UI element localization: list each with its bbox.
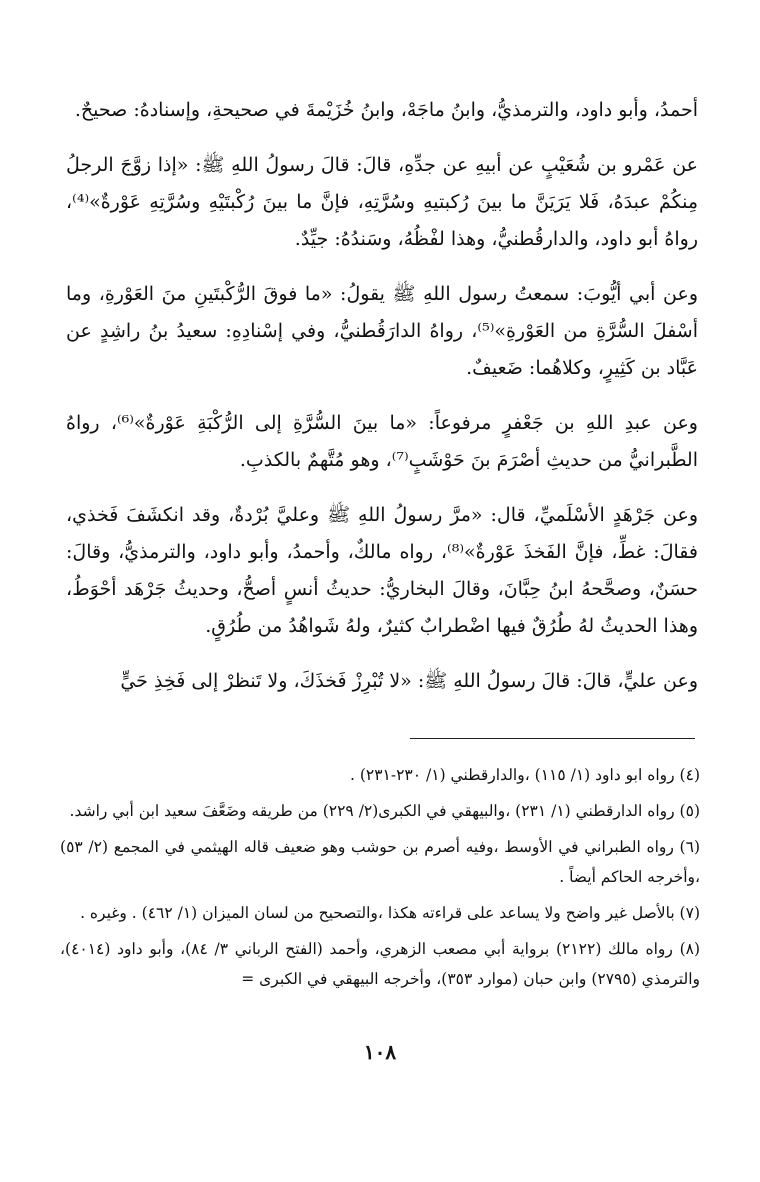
paragraph-4: وعن عبدِ اللهِ بن جَعْفرٍ مرفوعاً: «ما بينَ السُّرَّةِ إلى الرُّكْبَةِ عَوْرةٌ»⁽⁶⁾، رواهُ الطَّبرانيُّ من حديثِ أصْرَمَ بنَ حَوْشَبٍ⁽⁷⁾، وهو مُتَّهمٌ بالكذبِ. <box>66 412 698 471</box>
footnote-6: (٦) رواه الطبراني في الأوسط ،وفيه أصرم بن حوشب وهو ضعيف قاله الهيثمي في المجمع (٢/ ٥٣) ،وأخرجه الحاكم أيضاً . <box>60 838 700 886</box>
paragraph-2: عن عَمْرو بن شُعَيْبٍ عن أبيهِ عن جدِّهِ، قالَ: قالَ رسولُ اللهِ ﷺ: «إذا زوَّجَ الرجلُ مِنكُمْ عبدَهُ، فَلا يَرَيَنَّ ما بينَ رُكبتيهِ وسُرَّتِهِ، فإنَّ ما بينَ رُكْبتَيْهِ وسُرَّتِهِ عَوْرةٌ»⁽⁴⁾، رواهُ أبو داود، والدارقُطنيُّ، وهذا لفْظُهُ، وسَندُهُ: جيِّدٌ. <box>66 154 698 250</box>
footnote-8: (٨) رواه مالك (٢١٢٢) برواية أبي مصعب الزهري، وأحمد (الفتح الرباني ٣/ ٨٤)، وأبو داود (٤٠١٤)، والترمذي (٢٧٩٥) وابن حبان (موارد ٣٥٣)، وأخرجه البيهقي في الكبرى = <box>60 940 701 988</box>
footnote-5: (٥) رواه الدارقطني (١/ ٢٣١) ،والبيهقي في الكبرى(٢/ ٢٢٩) من طريقه وضَعَّفَ سعيد ابن أبي راشد. <box>69 802 700 820</box>
footnote-4: (٤) رواه ابو داود (١/ ١١٥) ،والدارقطني (١/ ٢٣٠-٢٣١) . <box>349 766 700 784</box>
main-text <box>66 92 698 718</box>
footnote-7: (٧) بالأصل غير واضح ولا يساعد على قراءته هكذا ،والتصحيح من لسان الميزان (١/ ٤٦٢) . وغيره . <box>80 904 700 922</box>
paragraph-6: وعن عليٍّ، قالَ: قالَ رسولُ اللهِ ﷺ: «لا تُبْرِزْ فَخذَكَ، ولا تَنظرْ إلى فَخِذِ حَيٍّ <box>120 670 698 692</box>
paragraph-1: أحمدُ، وأبو داود، والترمذيُّ، وابنُ ماجَهْ، وابنُ خُزَيْمةَ في صحيحةِ، وإسنادهُ: صحيحٌ. <box>74 99 698 121</box>
paragraph-3: وعن أبي أيُّوبَ: سمعتُ رسول اللهِ ﷺ يقولُ: «ما فوقَ الرُّكْبتَينِ منَ العَوْرةِ، وما أسْفلَ السُّرَّةِ من العَوْرةِ»⁽⁵⁾، رواهُ الدارَقُطنيُّ، وفي إسْنادِهِ: سعيدُ بنُ راشِدٍ عن عَبَّاد بن كَثِيرٍ، وكلاهُما: ضَعيفٌ. <box>66 283 699 379</box>
paragraph-5: وعن جَرْهَدٍ الأسْلَميِّ، قال: «مرَّ رسولُ اللهِ ﷺ وعليَّ بُرْدةٌ، وقد انكشَفَ فَخذي، فقالَ: غطِّ، فإنَّ الفَخذَ عَوْرةٌ»⁽⁸⁾، رواه مالكٌ، وأحمدُ، وأبو داود، والترمذيُّ، وقالَ: حسَنٌ، وصحَّحهُ ابنُ حِبَّانَ، وقالَ البخاريُّ: حديثُ أنسٍ أصحُّ، وحديثُ جَرْهَد أحْوَطُ، وهذا الحديثُ لهُ طُرُقٌ فيها اضْطرابٌ كثيرٌ، ولهُ شَواهُدُ من طُرُقٍ. <box>66 504 698 637</box>
footnotes <box>60 760 700 1000</box>
footnote-divider <box>410 738 695 739</box>
page-number: ١٠٨ <box>363 1040 397 1064</box>
